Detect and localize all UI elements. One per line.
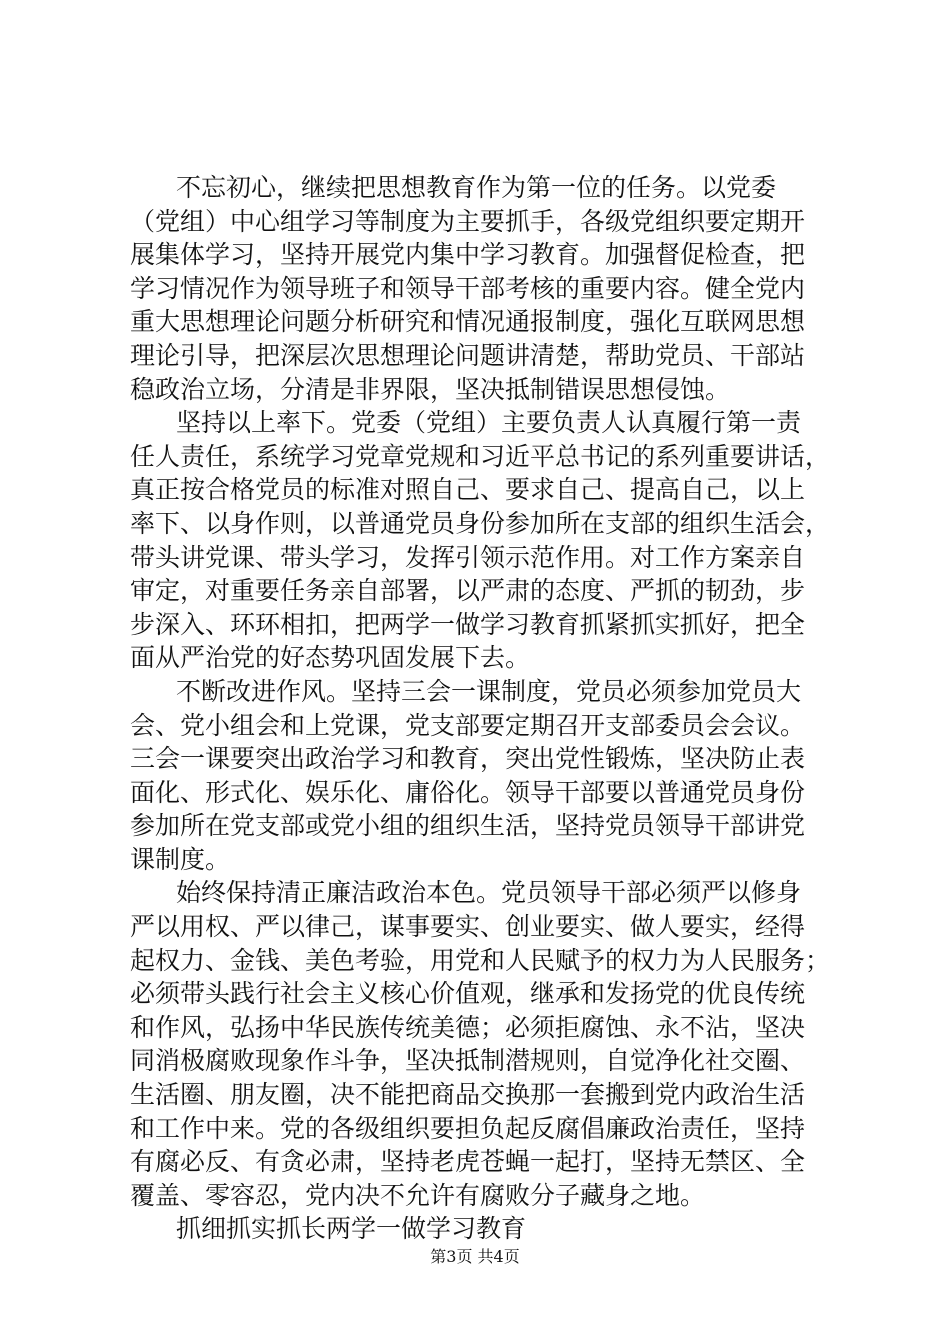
text-line: 带头讲党课、带头学习，发挥引领示范作用。对工作方案亲自 (130, 542, 806, 572)
text-line: 同消极腐败现象作斗争，坚决抵制潜规则，自觉净化社交圈、 (130, 1046, 806, 1076)
text-line: 严以用权、严以律己，谋事要实、创业要实、做人要实，经得 (130, 912, 806, 942)
text-line: 必须带头践行社会主义核心价值观，继承和发扬党的优良传统 (130, 979, 806, 1009)
text-line: 展集体学习，坚持开展党内集中学习教育。加强督促检查，把 (130, 240, 806, 270)
text-line: 坚持以上率下。党委（党组）主要负责人认真履行第一责 (176, 408, 802, 438)
text-line: 面从严治党的好态势巩固发展下去。 (130, 643, 531, 673)
text-line: 抓细抓实抓长两学一做学习教育 (176, 1214, 527, 1244)
text-line: 参加所在党支部或党小组的组织生活，坚持党员领导干部讲党 (130, 811, 806, 841)
text-line: 不忘初心，继续把思想教育作为第一位的任务。以党委 (176, 173, 777, 202)
text-line: 理论引导，把深层次思想理论问题讲清楚，帮助党员、干部站 (130, 340, 806, 370)
text-line: 起权力、金钱、美色考验，用党和人民赋予的权力为人民服务； (130, 945, 830, 975)
text-line: 率下、以身作则，以普通党员身份参加所在支部的组织生活会， (130, 508, 830, 538)
text-line: 重大思想理论问题分析研究和情况通报制度，强化互联网思想 (130, 307, 806, 337)
paragraph (130, 406, 830, 675)
text-line: 和作风，弘扬中华民族传统美德；必须拒腐蚀、永不沾，坚决 (130, 1012, 806, 1042)
text-line: 不断改进作风。坚持三会一课制度，党员必须参加党员大 (176, 676, 802, 706)
paragraph (130, 1212, 830, 1246)
paragraph (130, 876, 830, 1212)
text-line: 有腐必反、有贪必肃，坚持老虎苍蝇一起打，坚持无禁区、全 (130, 1147, 806, 1177)
paragraph (130, 171, 830, 406)
text-line: 面化、形式化、娱乐化、庸俗化。领导干部要以普通党员身份 (130, 777, 806, 807)
text-line: （党组）中心组学习等制度为主要抓手，各级党组织要定期开 (130, 206, 806, 236)
document-body (130, 171, 830, 1246)
page-number-footer: 第3页 共4页 (430, 1247, 520, 1266)
text-line: 稳政治立场，分清是非界限，坚决抵制错误思想侵蚀。 (130, 374, 731, 404)
text-line: 和工作中来。党的各级组织要担负起反腐倡廉政治责任，坚持 (130, 1113, 806, 1143)
text-line: 课制度。 (130, 844, 231, 874)
text-line: 真正按合格党员的标准对照自己、要求自己、提高自己，以上 (130, 475, 806, 505)
text-line: 审定，对重要任务亲自部署，以严肃的态度、严抓的韧劲，步 (130, 576, 806, 606)
text-line: 步深入、环环相扣，把两学一做学习教育抓紧抓实抓好，把全 (130, 609, 806, 639)
paragraph (130, 675, 830, 877)
text-line: 学习情况作为领导班子和领导干部考核的重要内容。健全党内 (130, 273, 806, 303)
text-line: 三会一课要突出政治学习和教育，突出党性锻炼，坚决防止表 (130, 744, 806, 774)
text-line: 生活圈、朋友圈，决不能把商品交换那一套搬到党内政治生活 (130, 1080, 806, 1110)
text-line: 始终保持清正廉洁政治本色。党员领导干部必须严以修身 (176, 878, 802, 908)
text-line: 覆盖、零容忍，党内决不允许有腐败分子藏身之地。 (130, 1180, 706, 1210)
text-line: 任人责任，系统学习党章党规和习近平总书记的系列重要讲话， (130, 441, 830, 471)
text-line: 会、党小组会和上党课，党支部要定期召开支部委员会会议。 (130, 710, 806, 740)
